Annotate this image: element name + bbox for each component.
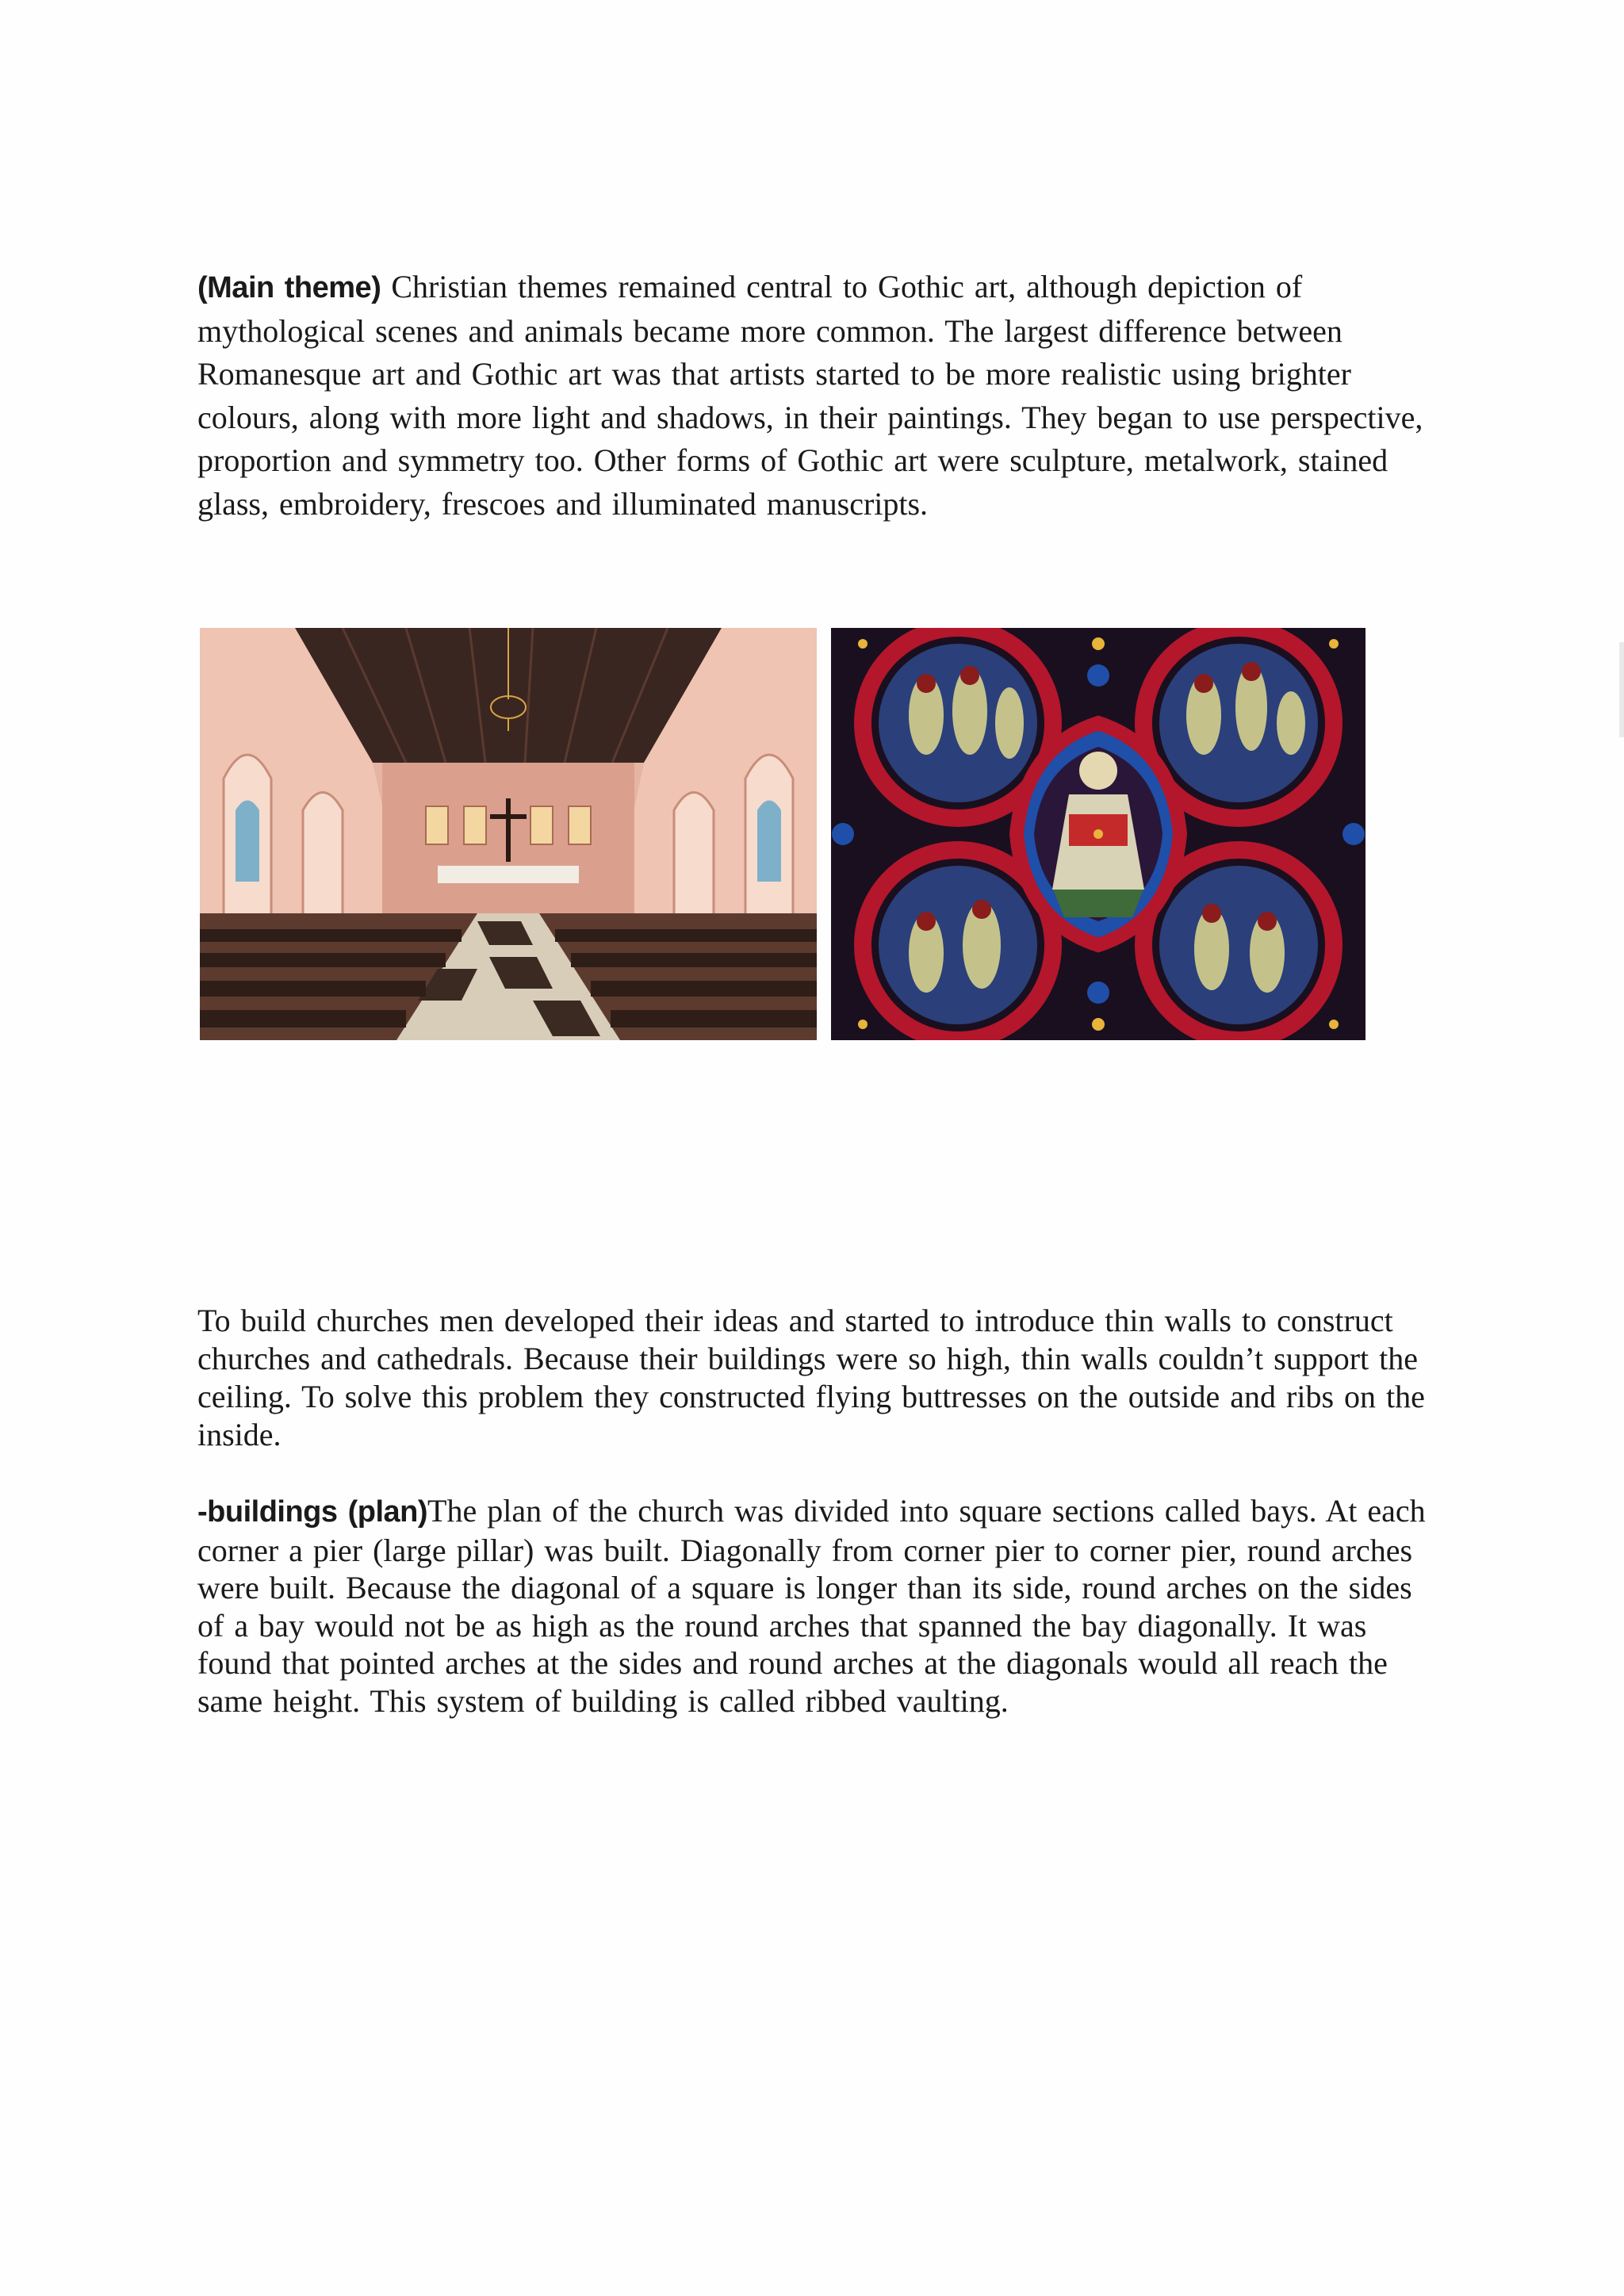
paragraph-main-theme bbox=[197, 266, 1434, 526]
church-interior-photo bbox=[200, 628, 817, 1040]
stained-glass-window-photo bbox=[831, 628, 1365, 1040]
paragraph-building-churches bbox=[197, 1302, 1434, 1454]
main-theme-text: Christian themes remained central to Gothic art, although depiction of mythological scenes and animals became more common. The largest difference between Romanesque art and Gothic art was that artists started to be more realistic using brighter colours, along with more light and shadows, in their paintings. They began to use perspective, proportion and symmetry too. Other forms of Gothic art were sculpture, metalwork, stained glass, embroidery, frescoes and illuminated manuscripts. bbox=[197, 269, 1423, 522]
building-churches-text: To build churches men developed their ideas and started to introduce thin walls to construct churches and cathedrals. Because their buildings were so high, thin walls couldn’t support the ceiling. To solve this problem they constructed flying buttresses on the outside and ribs on the inside. bbox=[197, 1303, 1425, 1452]
buildings-plan-text: The plan of the church was divided into square sections called bays. At each corner a pier (large pillar) was built. Diagonally from corner pier to corner pier, round arches were built. Because the diagonal of a square is longer than its side, round arches on the sides of a bay would not be as high as the round arches that spanned the bay diagonally. It was found that pointed arches at the sides and round arches at the diagonals would all reach the same height. This system of building is called ribbed vaulting. bbox=[197, 1493, 1426, 1719]
main-theme-heading: (Main theme) bbox=[197, 271, 381, 304]
buildings-plan-heading: -buildings (plan) bbox=[197, 1495, 428, 1529]
page-edge-shadow bbox=[1619, 642, 1624, 737]
paragraph-buildings-plan bbox=[197, 1492, 1434, 1720]
